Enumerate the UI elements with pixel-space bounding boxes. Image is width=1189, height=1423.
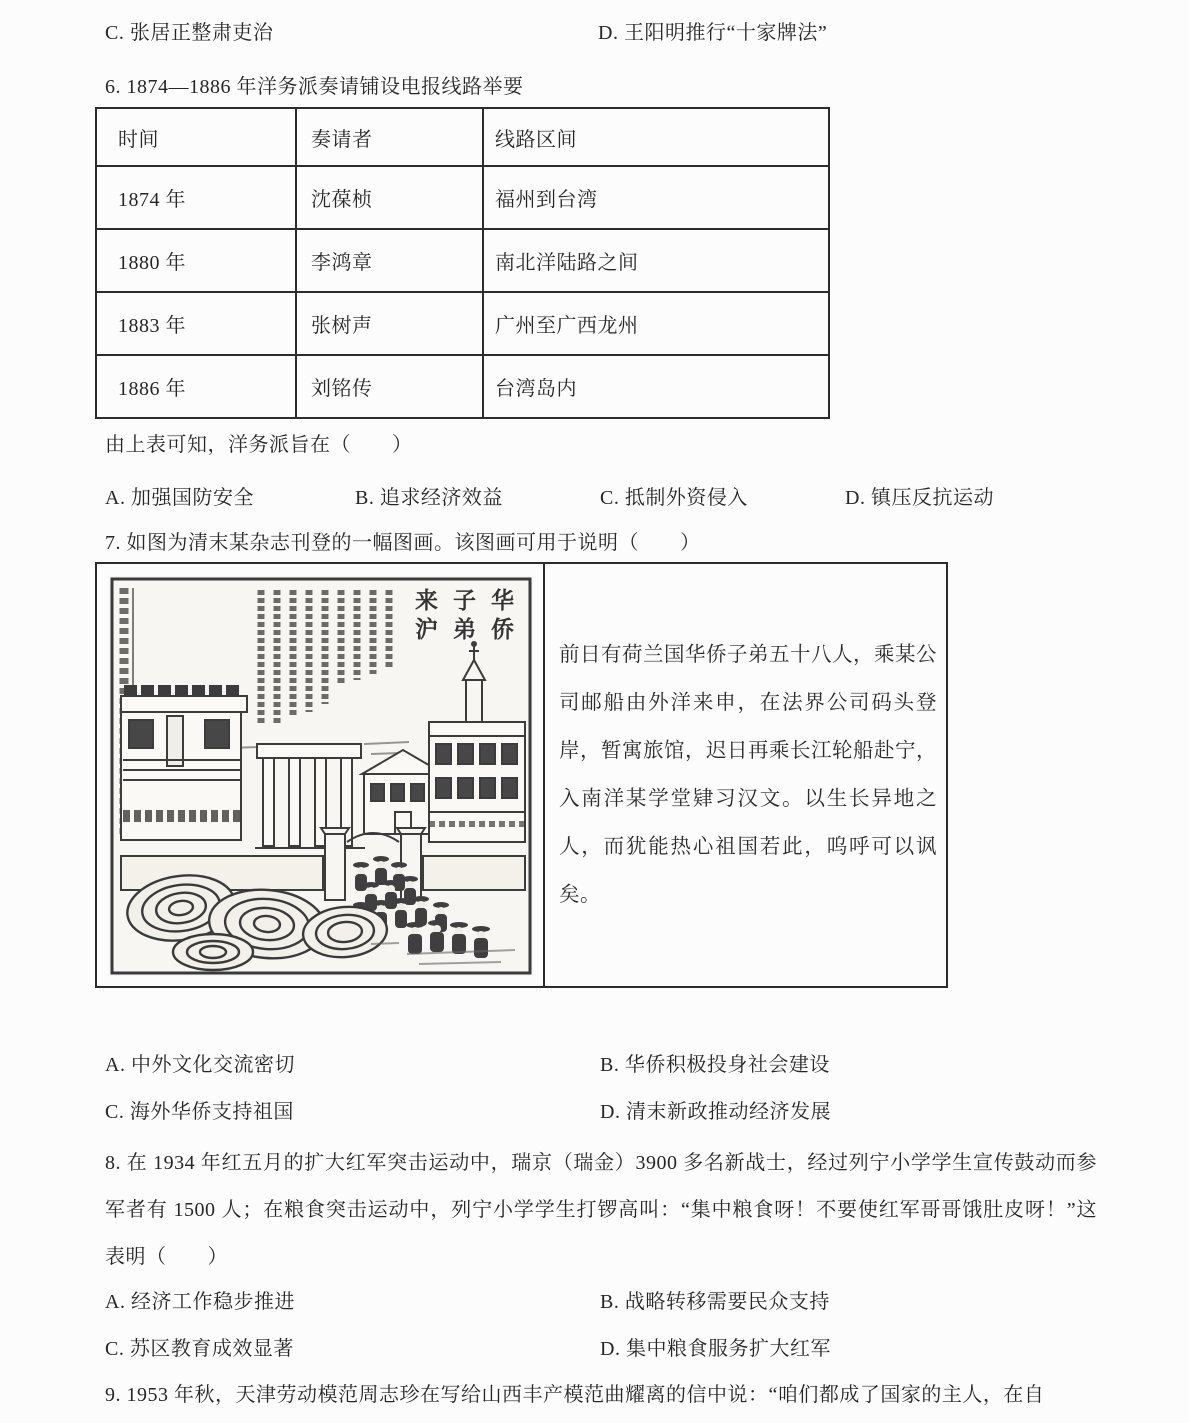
table-row: [96, 292, 829, 355]
table-cell: 1874 年: [96, 166, 296, 229]
table-cell: 广州至广西龙州: [483, 292, 829, 355]
option-a: A. 经济工作稳步推进: [105, 1291, 295, 1313]
telegraph-lines-table: [95, 107, 830, 419]
table-cell: 沈葆桢: [296, 166, 483, 229]
table-header-row: [96, 108, 829, 166]
table-cell: 刘铭传: [296, 355, 483, 418]
figure-caption: 前日有荷兰国华侨子弟五十八人，乘某公司邮船由外洋来申，在法界公司码头登岸，暂寓旅馆，迟日再乘长江轮船赴宁，入南洋某学堂肄习汉文。以生长异地之人，而犹能热心祖国若此，呜呼可以讽矣。: [559, 644, 937, 906]
question-6-conclusion: 由上表可知，洋务派旨在（ ）: [105, 434, 413, 456]
option-d: D. 镇压反抗运动: [845, 487, 994, 509]
question-6-stem: 6. 1874—1886 年洋务派奏请铺设电报线路举要: [105, 76, 524, 98]
table-header-cell: 时间: [96, 108, 296, 166]
woodcut-illustration: [97, 564, 545, 986]
illustration-title-col: 子弟: [450, 588, 475, 646]
figure-caption-cell: [545, 564, 946, 986]
table-cell: 李鸿章: [296, 229, 483, 292]
question-6-options-row: [105, 481, 1165, 511]
option-c: C. 抵制外资侵入: [600, 487, 748, 509]
question-7-stem: 7. 如图为清末某杂志刊登的一幅图画。该图画可用于说明（ ）: [105, 532, 701, 554]
option-b: B. 战略转移需要民众支持: [600, 1291, 830, 1313]
question-7-figure-frame: [95, 562, 948, 988]
prev-question-options-row: [105, 16, 1165, 46]
question-8-options-row-2: [105, 1332, 1165, 1362]
option-b: B. 华侨积极投身社会建设: [600, 1054, 830, 1076]
illustration-title-col: 华侨: [488, 588, 513, 646]
option-a: A. 加强国防安全: [105, 487, 254, 509]
table-cell: 1886 年: [96, 355, 296, 418]
table-cell: 1880 年: [96, 229, 296, 292]
illustration-title-col: 来沪: [412, 588, 437, 646]
table-header-cell: 线路区间: [483, 108, 829, 166]
table-cell: 1883 年: [96, 292, 296, 355]
option-a: A. 中外文化交流密切: [105, 1054, 295, 1076]
table-row: [96, 355, 829, 418]
table-cell: 张树声: [296, 292, 483, 355]
option-d: D. 集中粮食服务扩大红军: [600, 1338, 831, 1360]
table-row: [96, 166, 829, 229]
option-c: C. 苏区教育成效显著: [105, 1338, 294, 1360]
option-b: B. 追求经济效益: [355, 487, 503, 509]
table-cell: 南北洋陆路之间: [483, 229, 829, 292]
option-c: C. 海外华侨支持祖国: [105, 1101, 294, 1123]
option-d: D. 王阳明推行“十家牌法”: [598, 22, 828, 44]
table-header-cell: 奏请者: [296, 108, 483, 166]
table-cell: 福州到台湾: [483, 166, 829, 229]
option-d: D. 清末新政推动经济发展: [600, 1101, 831, 1123]
table-row: [96, 229, 829, 292]
option-c: C. 张居正整肃吏治: [105, 22, 274, 44]
question-7-options-row-1: [105, 1048, 1165, 1078]
question-8-options-row-1: [105, 1285, 1165, 1315]
question-9-stem-partial: 9. 1953 年秋，天津劳动模范周志珍在写给山西丰产模范曲耀离的信中说：“咱们都成了国家的主人，在自: [105, 1384, 1045, 1406]
question-7-options-row-2: [105, 1095, 1165, 1125]
illustration-title: [411, 588, 513, 646]
question-8-stem: 8. 在 1934 年红五月的扩大红军突击运动中，瑞京（瑞金）3900 多名新战士，经过列宁小学学生宣传鼓动而参军者有 1500 人；在粮食突击运动中，列宁小学学生打锣高叫：“集中粮食呀！不要使红军哥哥饿肚皮呀！”这表明（ ）: [105, 1152, 1097, 1268]
table-cell: 台湾岛内: [483, 355, 829, 418]
